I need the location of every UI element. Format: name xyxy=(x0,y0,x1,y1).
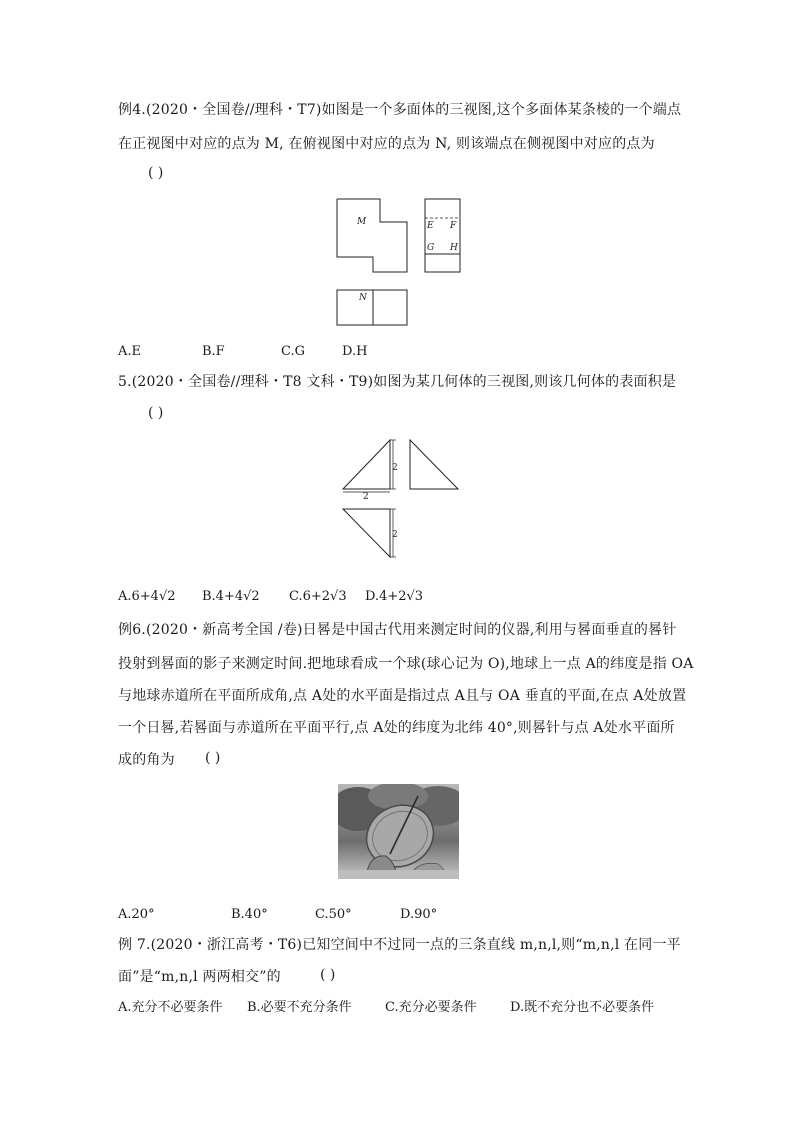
q6-text-line1: 例6.(2020・新高考全国 /卷)日晷是中国古代用来测定时间的仪器,利用与晷面垂直的晷针 xyxy=(118,622,677,638)
q5-option-b[interactable]: B.4+4√2 xyxy=(202,589,260,604)
q7-option-c[interactable]: C.充分必要条件 xyxy=(385,1000,477,1015)
q4-option-c[interactable]: C.G xyxy=(281,344,306,359)
q4-option-a[interactable]: A.E xyxy=(118,344,142,359)
q4-label-f: F xyxy=(450,221,457,231)
q6-text-line3: 与地球赤道所在平面所成角,点 A处的水平面是指过点 A且与 OA 垂直的平面,在点 A处放置 xyxy=(118,688,687,704)
q5-dim-front-width: 2 xyxy=(363,492,369,502)
q5-text-line1: 5.(2020・全国卷//理科・T8 文科・T9)如图为某几何体的三视图,则该几何体的表面积是 xyxy=(118,374,677,390)
q4-label-g: G xyxy=(427,243,435,253)
q6-text-line4: 一个日晷,若晷面与赤道所在平面平行,点 A处的纬度为北纬 40°,则晷针与点 A处水平面所 xyxy=(118,720,675,736)
q4-option-d[interactable]: D.H xyxy=(342,344,368,359)
q4-option-b[interactable]: B.F xyxy=(202,344,225,359)
q5-option-c[interactable]: C.6+2√3 xyxy=(289,589,347,604)
q7-option-b[interactable]: B.必要不充分条件 xyxy=(247,1000,352,1015)
q5-answer-blank: ( ) xyxy=(148,405,164,421)
q4-label-e: E xyxy=(427,221,434,231)
q7-option-a[interactable]: A.充分不必要条件 xyxy=(118,1000,223,1015)
q5-option-a[interactable]: A.6+4√2 xyxy=(118,589,176,604)
q5-front-view xyxy=(343,440,390,489)
q7-text-line1: 例 7.(2020・浙江高考・T6)已知空间中不过同一点的三条直线 m,n,l,则“m,n,l 在同一平 xyxy=(118,937,681,953)
q6-option-c[interactable]: C.50° xyxy=(315,907,352,922)
q5-dim-front-height: 2 xyxy=(392,463,398,473)
q4-label-h: H xyxy=(450,243,458,253)
q4-label-n: N xyxy=(359,293,367,303)
sundial-photo xyxy=(338,784,459,879)
q4-text-line1: 例4.(2020・全国卷//理科・T7)如图是一个多面体的三视图,这个多面体某条棱的一个端点 xyxy=(118,102,682,118)
q6-option-d[interactable]: D.90° xyxy=(400,907,438,922)
q5-option-d[interactable]: D.4+2√3 xyxy=(365,589,424,604)
q6-answer-blank: ( ) xyxy=(205,750,221,766)
q5-side-view xyxy=(410,440,458,489)
q5-top-view xyxy=(343,509,390,557)
q5-dim-top-height: 2 xyxy=(392,530,398,540)
q4-text-line2: 在正视图中对应的点为 M, 在俯视图中对应的点为 N, 则该端点在侧视图中对应的点为 xyxy=(118,136,655,152)
q7-answer-blank: ( ) xyxy=(320,967,336,983)
q4-answer-blank: ( ) xyxy=(148,165,164,181)
q7-option-d[interactable]: D.既不充分也不必要条件 xyxy=(510,1000,655,1015)
q4-label-m: M xyxy=(357,217,367,227)
q6-text-line2: 投射到晷面的影子来测定时间.把地球看成一个球(球心记为 O),地球上一点 A的纬度是指 OA xyxy=(118,656,694,672)
q6-option-a[interactable]: A.20° xyxy=(118,907,155,922)
q7-text-line2: 面”是“m,n,l 两两相交”的 xyxy=(118,969,281,985)
q6-option-b[interactable]: B.40° xyxy=(231,907,268,922)
q6-text-line5: 成的角为 xyxy=(118,752,175,768)
